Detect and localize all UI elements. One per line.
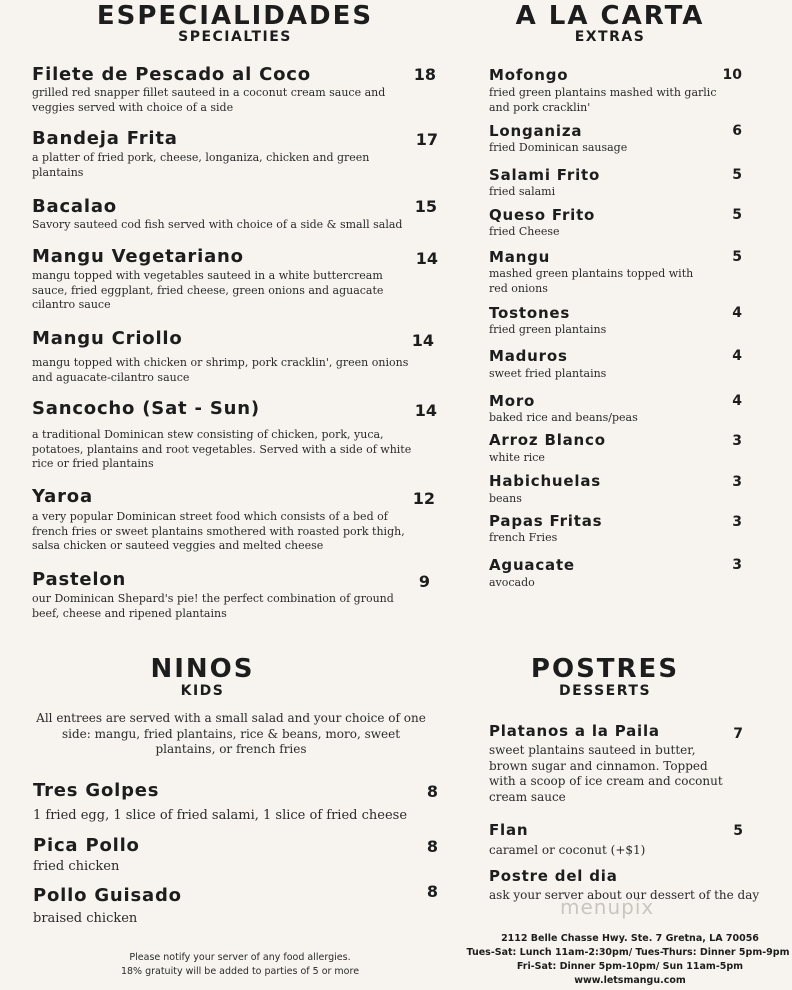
item-price: 10 [722,67,742,83]
item-description: mashed green plantains topped with red onions [489,267,694,295]
footer-hours-1: Tues-Sat: Lunch 11am-2:30pm/ Tues-Thurs: Dinner 5pm-9pm [466,947,790,958]
item-price: 14 [411,331,434,350]
item-name: Pica Pollo [33,835,140,856]
item-description: sweet plantains sauteed in butter, brown sugar and cinnamon. Topped with a scoop of ice cream and coconut cream sauce [489,743,723,804]
item-name: Postre del dia [489,867,618,885]
gratuity-notice: 18% gratuity will be added to parties of 5 or more [120,966,360,977]
watermark: menupix [560,895,655,919]
item-name: Sancocho (Sat - Sun) [32,398,260,419]
item-name: Arroz Blanco [489,431,606,449]
item-description: mangu topped with vegetables sauteed in a white buttercream sauce, fried eggplant, fried cheese, green onions and aguacate cilantro sauce [32,269,384,311]
item-description: fried green plantains [489,323,607,336]
item-price: 14 [415,249,438,268]
item-price: 4 [732,305,742,321]
item-description: avocado [489,576,535,589]
postres-subtitle: DESSERTS [558,683,652,699]
item-price: 17 [415,130,438,149]
item-name: Moro [489,392,536,410]
item-name: Queso Frito [489,206,596,224]
ninos-subtitle: KIDS [180,683,225,699]
item-price: 9 [418,572,430,591]
item-price: 5 [732,249,742,265]
item-name: Mofongo [489,66,569,84]
item-description: caramel or coconut (+$1) [489,843,646,857]
item-price: 18 [413,65,436,84]
postres-title: POSTRES [530,654,680,684]
item-name: Salami Frito [489,166,601,184]
item-description: braised chicken [33,911,138,926]
item-description: Savory sauteed cod fish served with choice of a side & small salad [32,218,403,231]
footer-website[interactable]: www.letsmangu.com [574,975,686,986]
item-description: fried salami [489,185,556,198]
item-price: 3 [732,514,742,530]
item-price: 5 [732,207,742,223]
item-description: french Fries [489,531,558,544]
item-price: 14 [414,401,437,420]
item-description: our Dominican Shepard's pie! the perfect combination of ground beef, cheese and ripened plantains [32,592,394,620]
item-name: Longaniza [489,122,583,140]
item-description: fried Dominican sausage [489,141,628,154]
item-price: 4 [732,393,742,409]
item-description: ask your server about our dessert of the day [489,888,760,902]
ninos-title: NINOS [150,654,255,684]
footer-hours-2: Fri-Sat: Dinner 5pm-10pm/ Sun 11am-5pm [516,961,744,972]
item-name: Papas Fritas [489,512,603,530]
item-description: a very popular Dominican street food which consists of a bed of french fries or sweet plantains smothered with roasted pork thigh, salsa chicken or sauteed veggies and melted cheese [32,510,405,552]
item-price: 8 [426,782,438,801]
item-description: beans [489,492,522,505]
item-description: grilled red snapper fillet sauteed in a coconut cream sauce and veggies served with choice of a side [32,86,386,114]
item-name: Maduros [489,347,568,365]
item-price: 8 [426,882,438,901]
item-description: a traditional Dominican stew consisting of chicken, pork, yuca, potatoes, plantains and root vegetables. Served with a side of white rice or fried plantains [32,428,412,470]
carta-subtitle: EXTRAS [574,29,646,45]
item-name: Platanos a la Paila [489,722,660,740]
item-name: Habichuelas [489,472,601,490]
item-description: fried Cheese [489,225,560,238]
item-price: 12 [412,489,435,508]
footer-address: 2112 Belle Chasse Hwy. Ste. 7 Gretna, LA 70056 [501,933,759,944]
item-price: 3 [732,474,742,490]
carta-title: A LA CARTA [515,1,705,31]
item-name: Mangu [489,248,551,266]
item-name: Pollo Guisado [33,885,182,906]
item-name: Flan [489,821,529,839]
item-description: white rice [489,451,545,464]
item-price: 5 [733,823,743,839]
item-name: Yaroa [32,486,93,507]
item-description: baked rice and beans/peas [489,411,638,424]
especialidades-subtitle: SPECIALTIES [178,29,292,45]
item-price: 3 [732,557,742,573]
item-name: Aguacate [489,556,575,574]
item-description: 1 fried egg, 1 slice of fried salami, 1 slice of fried cheese [33,808,408,823]
item-price: 3 [732,433,742,449]
especialidades-title: ESPECIALIDADES [96,1,374,31]
item-price: 6 [732,123,742,139]
kids-note: All entrees are served with a small salad and your choice of one side: mangu, fried plantains, rice & beans, moro, sweet plantains, or french fries [36,711,426,756]
item-price: 5 [732,167,742,183]
item-name: Bacalao [32,196,117,217]
item-name: Mangu Vegetariano [32,246,244,267]
item-price: 15 [414,197,437,216]
item-name: Tostones [489,304,571,322]
allergy-notice: Please notify your server of any food allergies. [129,952,351,963]
item-price: 8 [426,837,438,856]
item-name: Bandeja Frita [32,128,178,149]
item-price: 4 [732,348,742,364]
item-name: Pastelon [32,569,127,590]
item-description: fried chicken [33,859,120,874]
item-description: a platter of fried pork, cheese, longaniza, chicken and green plantains [32,151,370,179]
item-description: mangu topped with chicken or shrimp, pork cracklin', green onions and aguacate-cilantro sauce [32,356,409,384]
item-name: Mangu Criollo [32,328,183,349]
item-description: sweet fried plantains [489,367,607,380]
item-name: Tres Golpes [33,780,160,801]
item-name: Filete de Pescado al Coco [32,64,311,85]
item-price: 7 [733,726,743,742]
item-description: fried green plantains mashed with garlic and pork cracklin' [489,86,717,114]
